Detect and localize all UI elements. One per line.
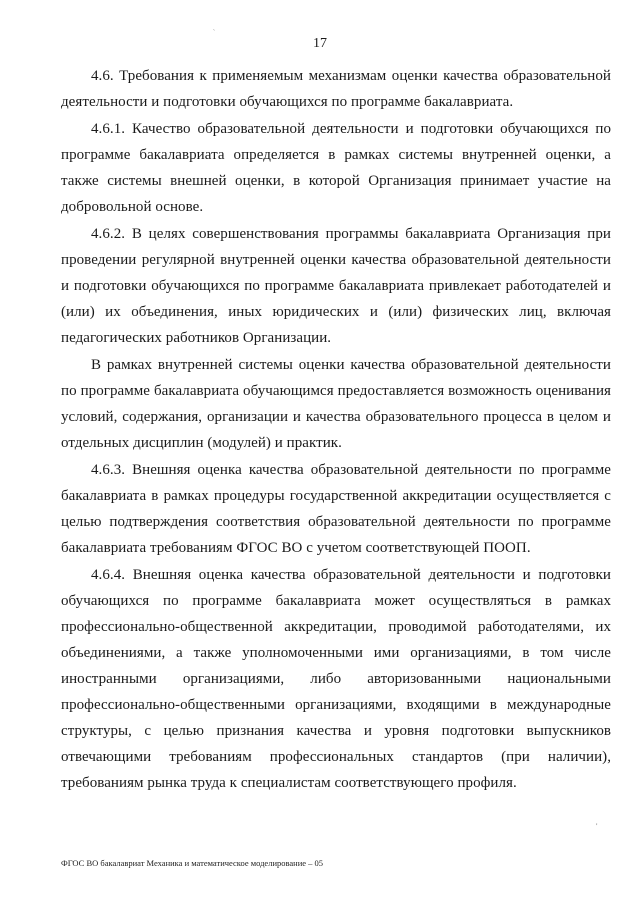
paragraph-internal-evaluation: В рамках внутренней системы оценки качества образовательной деятельности по программе бакалавриата обучающимся предоставляется возможность оценивания условий, содержания, организации и качества образовательного процесса в целом и отдельных дисциплин (модулей) и практик. — [61, 357, 611, 451]
page-footer: ФГОС ВО бакалавриат Механика и математическое моделирование – 05 — [61, 858, 324, 868]
paragraph-4-6-1: 4.6.1. Качество образовательной деятельности и подготовки обучающихся по программе бакалавриата определяется в рамках системы внутренней оценки, а также системы внешней оценки, в которой Организация принимает участие на добровольной основе. — [61, 121, 611, 215]
paragraph-4-6-3: 4.6.3. Внешняя оценка качества образовательной деятельности по программе бакалавриата в рамках процедуры государственной аккредитации осуществляется с целью подтверждения соответствия образовательной деятельности по программе бакалавриата требованиям ФГОС ВО с учетом соответствующей ПООП. — [61, 462, 611, 556]
document-body — [61, 63, 611, 797]
paragraph-4-6-2: 4.6.2. В целях совершенствования программы бакалавриата Организация при проведении регулярной внутренней оценки качества образовательной деятельности и подготовки обучающихся по программе бакалавриата привлекает работодателей и (или) их объединения, иных юридических и (или) физических лиц, включая педагогических работников Организации. — [61, 226, 611, 346]
page-number: 17 — [313, 36, 327, 51]
scan-speck: ` — [213, 30, 215, 36]
paragraph-4-6-4: 4.6.4. Внешняя оценка качества образовательной деятельности и подготовки обучающихся по программе бакалавриата может осуществляться в рамках профессионально-общественной аккредитации, проводимой работодателями, их объединениями, а также уполномоченными ими организациями, в том числе иностранными организациями, либо авторизованными национальными профессионально-общественными организациями, входящими в международные структуры, с целью признания качества и уровня подготовки выпускников отвечающими требованиям профессиональных стандартов (при наличии), требованиям рынка труда к специалистам соответствующего профиля. — [61, 567, 611, 791]
scan-speck: , — [596, 820, 598, 826]
paragraph-4-6: 4.6. Требования к применяемым механизмам оценки качества образовательной деятельности и подготовки обучающихся по программе бакалавриата. — [61, 68, 611, 110]
